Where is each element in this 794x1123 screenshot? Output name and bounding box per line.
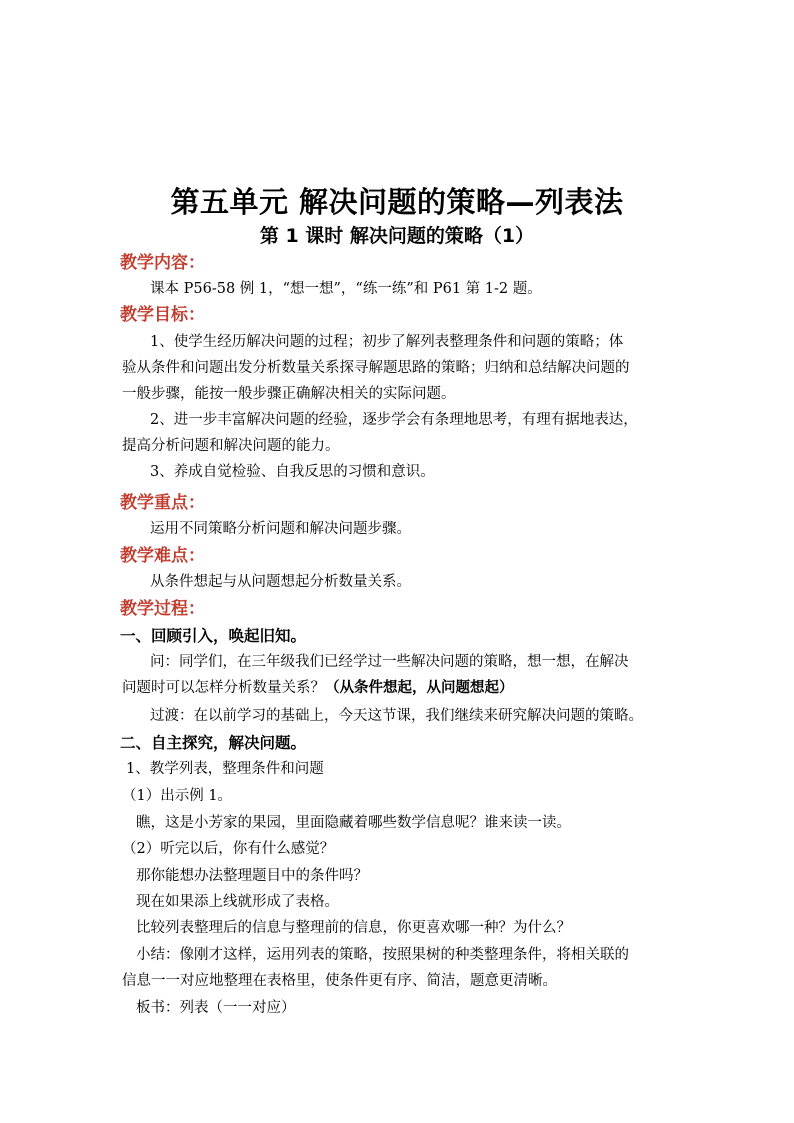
goal-line: 1、使学生经历解决问题的过程；初步了解列表整理条件和问题的策略；体 xyxy=(150,334,624,350)
heading-content: 教学内容： xyxy=(120,253,205,273)
key-points-text: 运用不同策略分析问题和解决问题步骤。 xyxy=(150,521,411,537)
section-2-line: 小结：像刚才这样，运用列表的策略，按照果树的种类整理条件，将相关联的 xyxy=(136,947,629,963)
question-line-2 xyxy=(122,675,682,701)
heading-difficulties: 教学难点： xyxy=(120,546,205,566)
question-text: 问题时可以怎样分析数量关系？ xyxy=(122,680,325,696)
section-2-line: 比较列表整理后的信息与整理前的信息，你更喜欢哪一种？为什么？ xyxy=(136,920,571,936)
lesson-subtitle: 第 1 课时 解决问题的策略（1） xyxy=(259,225,535,247)
question-answer: （从条件想起，从问题想起） xyxy=(325,680,514,696)
heading-process: 教学过程： xyxy=(120,599,205,619)
heading-goals: 教学目标： xyxy=(120,305,205,325)
section-2-title: 二、自主探究，解决问题。 xyxy=(120,734,307,752)
goal-line: 3、养成自觉检验、自我反思的习惯和意识。 xyxy=(150,464,435,480)
section-2-line: 那你能想办法整理题目中的条件吗？ xyxy=(136,868,368,884)
difficulties-text: 从条件想起与从问题想起分析数量关系。 xyxy=(150,574,411,590)
goal-line: 2、进一步丰富解决问题的经验，逐步学会有条理地思考，有理有据地表达， xyxy=(150,412,638,428)
transition-line: 过渡：在以前学习的基础上，今天这节课，我们继续来研究解决问题的策略。 xyxy=(150,708,643,724)
section-2-line: 瞧，这是小芳家的果园，里面隐藏着哪些数学信息呢？谁来读一读。 xyxy=(136,815,571,831)
section-1-title: 一、回顾引入，唤起旧知。 xyxy=(120,627,307,645)
heading-key-points: 教学重点： xyxy=(120,493,205,513)
question-line: 问：同学们，在三年级我们已经学过一些解决问题的策略，想一想，在解决 xyxy=(150,654,629,670)
section-2-line: 1、教学列表，整理条件和问题 xyxy=(126,761,324,777)
section-2-line: 信息一一对应地整理在表格里，使条件更有序、简洁，题意更清晰。 xyxy=(122,973,557,989)
goal-line: 提高分析问题和解决问题的能力。 xyxy=(122,438,340,454)
document-title: 第五单元 解决问题的策略—列表法 xyxy=(170,185,624,219)
section-2-line: 板书：列表（一一对应） xyxy=(136,1000,296,1016)
section-2-line: （1）出示例 1。 xyxy=(122,788,233,804)
goal-line: 一般步骤，能按一般步骤正确解决相关的实际问题。 xyxy=(122,386,456,402)
content-text: 课本 P56-58 例 1，“想一想”，“练一练”和 P61 第 1-2 题。 xyxy=(150,281,542,297)
section-2-line: 现在如果添上线就形成了表格。 xyxy=(136,894,339,910)
goal-line: 验从条件和问题出发分析数量关系探寻解题思路的策略；归纳和总结解决问题的 xyxy=(122,360,630,376)
section-2-line: （2）听完以后，你有什么感觉？ xyxy=(122,841,335,857)
